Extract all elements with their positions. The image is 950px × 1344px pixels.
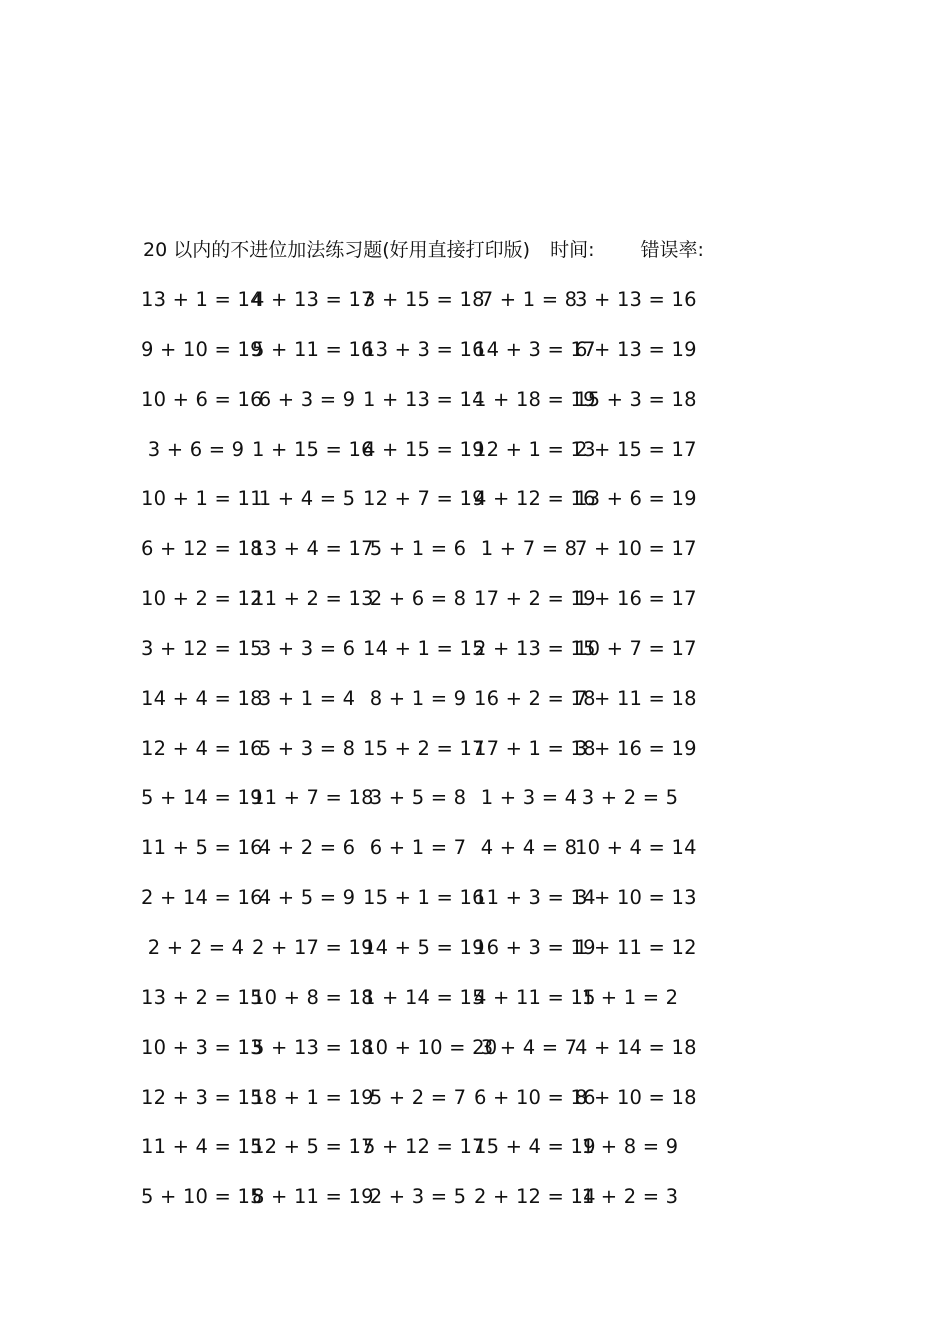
problem-row <box>141 834 708 884</box>
problem-row <box>141 1034 708 1084</box>
problem-item: 15 + 2 = 17 <box>363 736 485 760</box>
problem-item: 10 + 3 = 13 <box>141 1035 263 1059</box>
time-label: 时间: <box>550 239 595 261</box>
problem-item: 5 + 1 = 6 <box>369 537 467 561</box>
problem-item: 12 + 1 = 13 <box>474 437 596 461</box>
problem-item: 2 + 2 = 4 <box>147 935 245 959</box>
problem-item: 8 + 1 = 9 <box>369 686 467 710</box>
problem-item: 2 + 14 = 16 <box>141 886 263 910</box>
error-rate-label: 错误率: <box>640 239 704 261</box>
problem-item: 3 + 10 = 13 <box>575 886 697 910</box>
problem-item: 2 + 6 = 8 <box>369 587 467 611</box>
problem-row <box>141 735 708 785</box>
problem-item: 1 + 16 = 17 <box>575 587 697 611</box>
problem-row <box>141 1084 708 1134</box>
problem-item: 15 + 1 = 16 <box>363 886 485 910</box>
problem-row <box>148 436 708 486</box>
problem-item: 3 + 13 = 16 <box>575 288 697 311</box>
problem-item: 10 + 1 = 11 <box>141 487 263 511</box>
problem-row <box>141 336 708 386</box>
problem-row <box>141 386 708 436</box>
problem-item: 10 + 2 = 12 <box>141 587 263 611</box>
problem-item: 1 + 18 = 19 <box>474 387 596 411</box>
problem-row <box>141 535 708 585</box>
problem-item: 11 + 5 = 16 <box>141 836 263 860</box>
problem-item: 1 + 13 = 14 <box>363 387 485 411</box>
problem-item: 17 + 2 = 19 <box>474 587 596 611</box>
problem-item: 4 + 12 = 16 <box>474 487 596 511</box>
problem-item: 3 + 12 = 15 <box>141 636 263 660</box>
problem-item: 4 + 14 = 18 <box>575 1035 697 1059</box>
problem-item: 2 + 12 = 14 <box>474 1185 596 1209</box>
problem-item: 1 + 11 = 12 <box>575 935 697 959</box>
problem-item: 10 + 10 = 20 <box>363 1035 498 1059</box>
problem-row <box>141 685 708 735</box>
problem-item: 12 + 4 = 16 <box>141 736 263 760</box>
problem-item: 1 + 8 = 9 <box>581 1135 679 1159</box>
page-title: 20 以内的不进位加法练习题(好用直接打印版) <box>143 239 531 261</box>
problem-item: 5 + 13 = 18 <box>252 1035 374 1059</box>
problem-item: 13 + 1 = 14 <box>141 288 263 311</box>
problem-row <box>141 984 708 1034</box>
problem-item: 14 + 4 = 18 <box>141 686 263 710</box>
problem-item: 13 + 6 = 19 <box>575 487 697 511</box>
problem-item: 7 + 1 = 8 <box>480 288 578 311</box>
problem-item: 14 + 3 = 17 <box>474 337 596 361</box>
problem-item: 10 + 7 = 17 <box>575 636 697 660</box>
problem-item: 6 + 10 = 16 <box>474 1085 596 1109</box>
problem-row <box>141 635 708 685</box>
problem-item: 15 + 4 = 19 <box>474 1135 596 1159</box>
problem-item: 1 + 1 = 2 <box>581 985 679 1009</box>
problem-item: 5 + 3 = 8 <box>258 736 356 760</box>
problem-item: 10 + 4 = 14 <box>575 836 697 860</box>
problem-item: 6 + 3 = 9 <box>258 387 356 411</box>
problem-item: 14 + 5 = 19 <box>363 935 485 959</box>
problem-item: 3 + 1 = 4 <box>258 686 356 710</box>
problem-row <box>141 485 708 535</box>
problem-item: 12 + 5 = 17 <box>252 1135 374 1159</box>
problem-item: 8 + 10 = 18 <box>575 1085 697 1109</box>
problem-item: 3 + 6 = 9 <box>147 437 245 461</box>
problem-item: 3 + 4 = 7 <box>480 1035 578 1059</box>
problem-item: 1 + 4 = 5 <box>258 487 356 511</box>
problem-item: 1 + 15 = 16 <box>252 437 374 461</box>
problem-row <box>141 585 708 635</box>
problem-item: 3 + 2 = 5 <box>581 786 679 810</box>
problem-item: 11 + 4 = 15 <box>141 1135 263 1159</box>
problem-item: 6 + 1 = 7 <box>369 836 467 860</box>
problem-item: 6 + 12 = 18 <box>141 537 263 561</box>
problem-row <box>141 286 708 336</box>
problem-item: 13 + 4 = 17 <box>252 537 374 561</box>
problem-item: 2 + 3 = 5 <box>369 1185 467 1209</box>
problem-item: 6 + 13 = 19 <box>575 337 697 361</box>
problem-row <box>141 1183 708 1233</box>
problem-item: 1 + 7 = 8 <box>480 537 578 561</box>
problem-item: 2 + 15 = 17 <box>575 437 697 461</box>
problem-item: 18 + 1 = 19 <box>252 1085 374 1109</box>
problem-item: 4 + 15 = 19 <box>363 437 485 461</box>
problem-item: 11 + 3 = 14 <box>474 886 596 910</box>
problem-row <box>148 934 708 984</box>
problem-item: 1 + 2 = 3 <box>581 1185 679 1209</box>
problem-item: 12 + 3 = 15 <box>141 1085 263 1109</box>
problem-item: 4 + 13 = 17 <box>252 288 374 311</box>
problem-item: 13 + 2 = 15 <box>141 985 263 1009</box>
problem-item: 4 + 4 = 8 <box>480 836 578 860</box>
problem-item: 16 + 3 = 19 <box>474 935 596 959</box>
problem-item: 9 + 10 = 19 <box>141 337 263 361</box>
problem-item: 3 + 15 = 18 <box>363 288 485 311</box>
problem-item: 11 + 2 = 13 <box>252 587 374 611</box>
problem-item: 3 + 5 = 8 <box>369 786 467 810</box>
problem-grid <box>141 286 708 1233</box>
problem-item: 3 + 3 = 6 <box>258 636 356 660</box>
problem-item: 5 + 11 = 16 <box>252 337 374 361</box>
problem-item: 8 + 11 = 19 <box>252 1185 374 1209</box>
problem-item: 17 + 1 = 18 <box>474 736 596 760</box>
problem-item: 15 + 3 = 18 <box>575 387 697 411</box>
problem-item: 10 + 6 = 16 <box>141 387 263 411</box>
problem-item: 1 + 3 = 4 <box>480 786 578 810</box>
problem-item: 5 + 10 = 15 <box>141 1185 263 1209</box>
problem-item: 2 + 17 = 19 <box>252 935 374 959</box>
problem-item: 14 + 1 = 15 <box>363 636 485 660</box>
problem-row <box>141 784 708 834</box>
problem-item: 11 + 7 = 18 <box>252 786 374 810</box>
problem-item: 2 + 13 = 15 <box>474 636 596 660</box>
problem-item: 1 + 14 = 15 <box>363 985 485 1009</box>
problem-row <box>141 884 708 934</box>
problem-item: 5 + 14 = 19 <box>141 786 263 810</box>
problem-item: 5 + 2 = 7 <box>369 1085 467 1109</box>
problem-item: 4 + 2 = 6 <box>258 836 356 860</box>
problem-item: 7 + 10 = 17 <box>575 537 697 561</box>
problem-item: 5 + 12 = 17 <box>363 1135 485 1159</box>
problem-item: 10 + 8 = 18 <box>252 985 374 1009</box>
problem-item: 7 + 11 = 18 <box>575 686 697 710</box>
problem-row <box>141 1133 708 1183</box>
problem-item: 4 + 5 = 9 <box>258 886 356 910</box>
problem-item: 13 + 3 = 16 <box>363 337 485 361</box>
problem-item: 12 + 7 = 19 <box>363 487 485 511</box>
problem-item: 16 + 2 = 18 <box>474 686 596 710</box>
problem-item: 3 + 16 = 19 <box>575 736 697 760</box>
problem-item: 4 + 11 = 15 <box>474 985 596 1009</box>
worksheet-header <box>143 236 843 264</box>
